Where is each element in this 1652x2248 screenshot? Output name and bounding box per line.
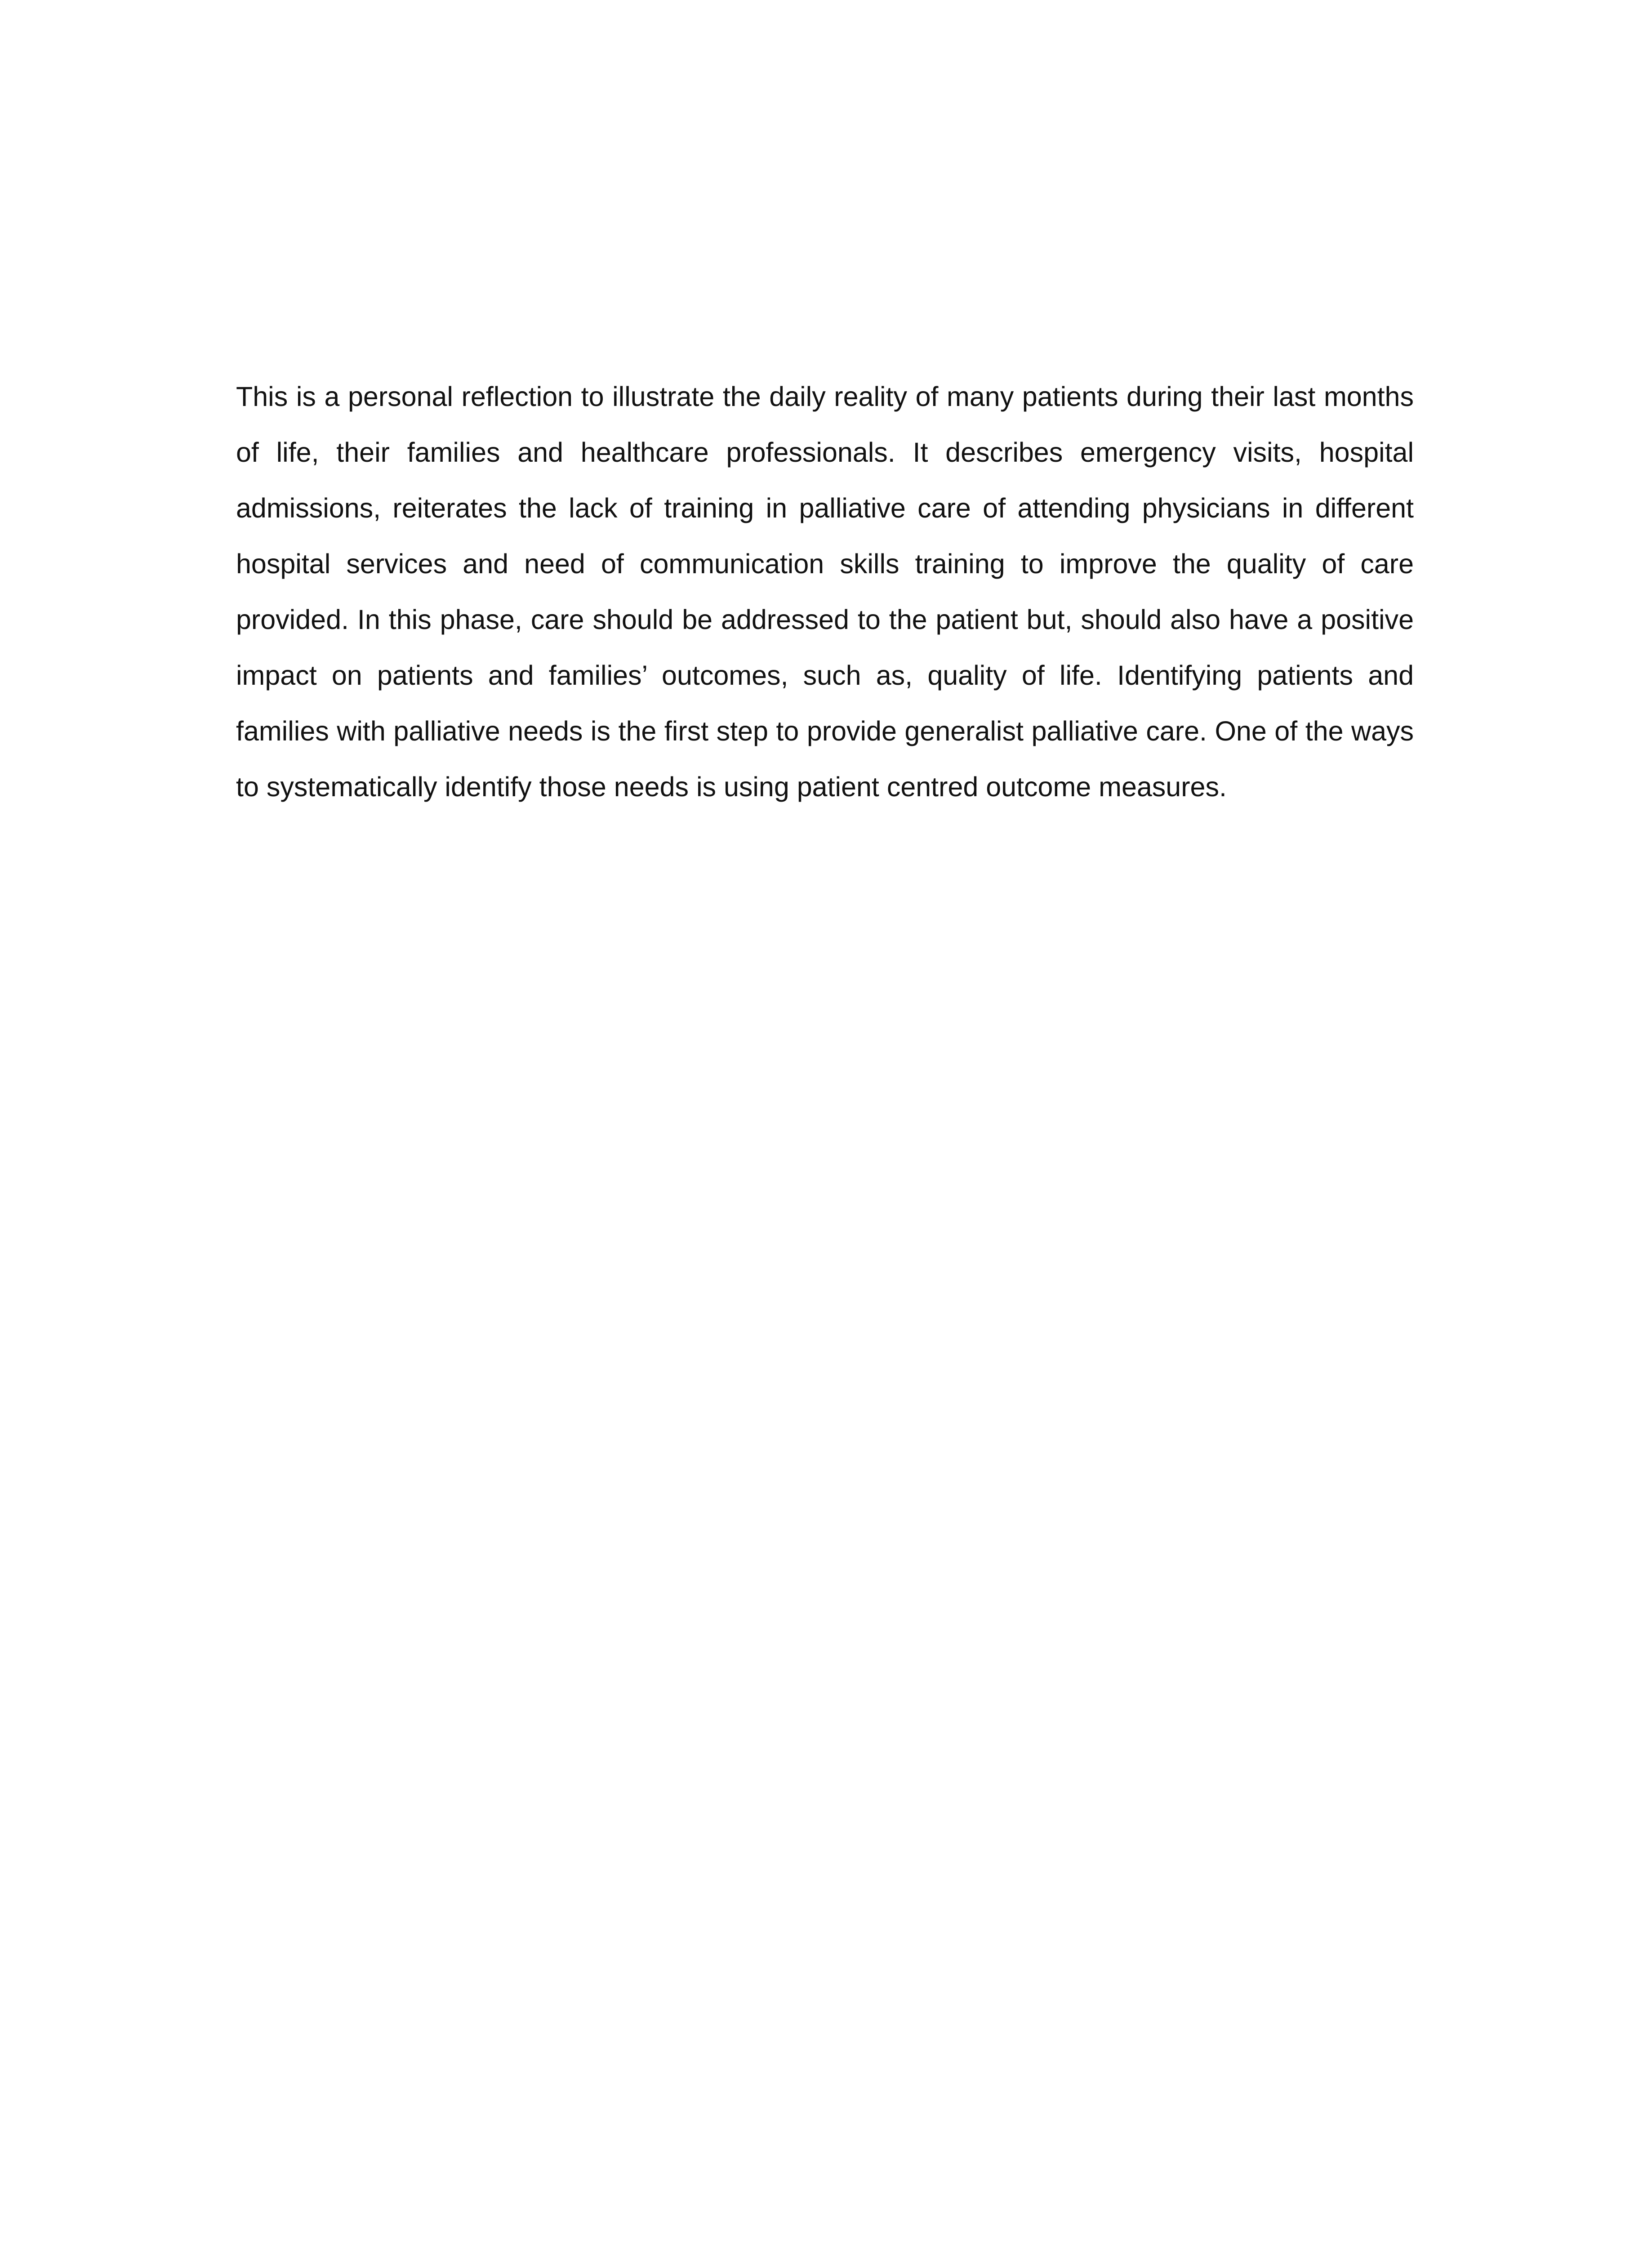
body-paragraph: This is a personal reflection to illustrate the daily reality of many patients during their last months of life, their families and healthcare professionals. It describes emergency visits, hospital admissions, reiterates the lack of training in palliative care of attending physicians in different hospital services and need of communication skills training to improve the quality of care provided. In this phase, care should be addressed to the patient but, should also have a positive impact on patients and families’ outcomes, such as, quality of life. Identifying patients and families with palliative needs is the first step to provide generalist palliative care. One of the ways to systematically identify those needs is using patient centred outcome measures. (236, 381, 1414, 802)
